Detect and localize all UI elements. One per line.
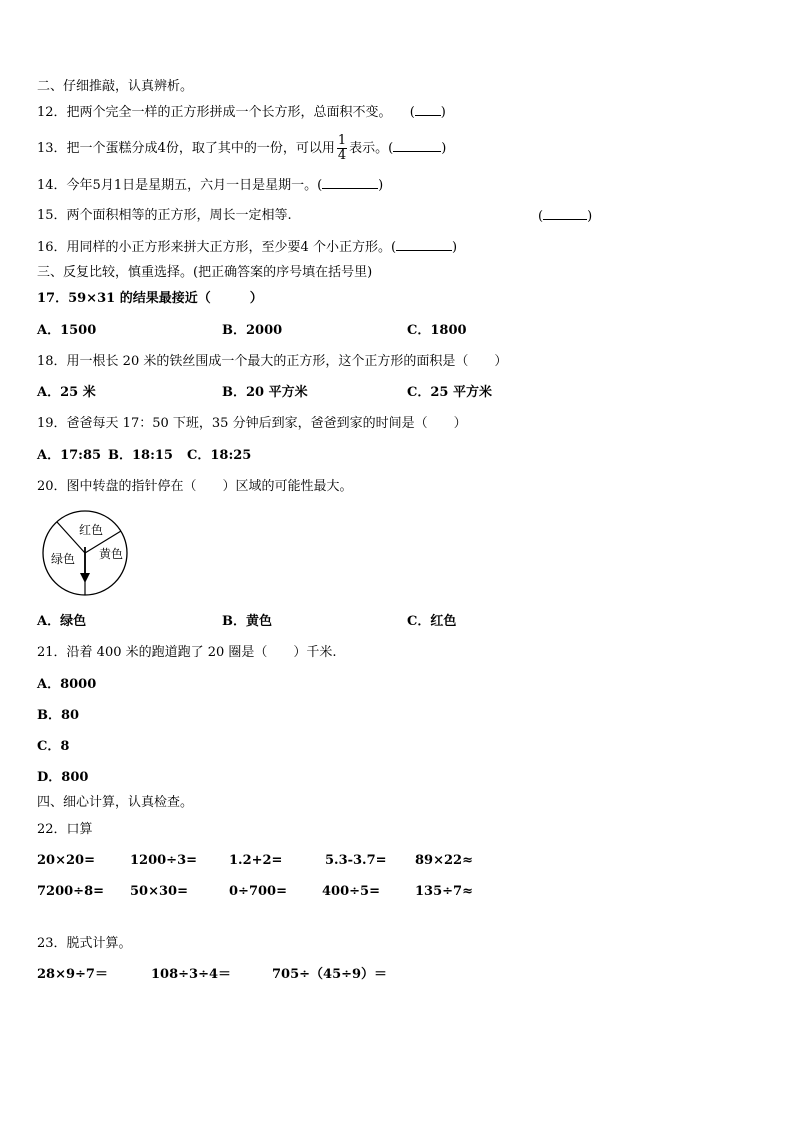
spinner-diagram xyxy=(37,507,133,599)
question-16-text: 16．用同样的小正方形来拼大正方形，至少要4 个小正方形。( xyxy=(37,240,397,255)
mental-math-item: 135÷7≈ xyxy=(415,884,473,899)
mental-math-item: 1200÷3= xyxy=(130,853,198,868)
question-23-stem: 23．脱式计算。 xyxy=(37,936,132,951)
question-20-stem: 20．图中转盘的指针停在（ ）区域的可能性最大。 xyxy=(37,479,353,494)
spinner-label-yellow: 黄色 xyxy=(98,547,124,561)
question-12 xyxy=(37,103,446,122)
answer-blank-16[interactable] xyxy=(396,238,452,251)
question-21-option-d[interactable]: D．800 xyxy=(37,770,89,785)
fraction-one-quarter xyxy=(337,134,347,163)
question-15-text: 15．两个面积相等的正方形，周长一定相等. xyxy=(37,208,292,223)
spinner-label-red: 红色 xyxy=(78,523,104,537)
question-18-stem: 18．用一根长 20 米的铁丝围成一个最大的正方形，这个正方形的面积是（ ） xyxy=(37,354,508,369)
mental-math-item: 1.2+2= xyxy=(229,853,283,868)
question-21-option-a[interactable]: A．8000 xyxy=(37,677,97,692)
question-13-text-after: 表示。( xyxy=(349,141,394,156)
question-17-option-c[interactable]: C．1800 xyxy=(407,323,467,338)
answer-blank-12[interactable] xyxy=(415,103,441,116)
question-13-bracket-close: ) xyxy=(441,141,447,156)
mental-math-item: 5.3-3.7= xyxy=(325,853,387,868)
question-13 xyxy=(37,134,446,164)
section3-heading: 三、反复比较，慎重选择。(把正确答案的序号填在括号里) xyxy=(37,265,373,280)
answer-blank-15[interactable] xyxy=(543,207,587,220)
fraction-numerator: 1 xyxy=(337,133,347,148)
question-22-stem: 22．口算 xyxy=(37,822,93,837)
section2-heading: 二、仔细推敲，认真辨析。 xyxy=(37,79,194,94)
mental-math-item: 400÷5= xyxy=(322,884,380,899)
question-13-text-before: 13．把一个蛋糕分成4份，取了其中的一份，可以用 xyxy=(37,141,335,156)
question-15-bracket-open: ( xyxy=(538,209,544,224)
mental-math-item: 50×30= xyxy=(130,884,188,899)
section4-heading: 四、细心计算，认真检查。 xyxy=(37,795,194,810)
question-21-option-c[interactable]: C．8 xyxy=(37,739,70,754)
question-20-option-a[interactable]: A．绿色 xyxy=(37,614,87,629)
mental-math-item: 0÷700= xyxy=(229,884,287,899)
question-18-option-b[interactable]: B．20 平方米 xyxy=(222,385,308,400)
question-15-answer xyxy=(538,207,592,226)
question-16 xyxy=(37,238,457,257)
question-19-option-c[interactable]: C．18:25 xyxy=(187,448,252,463)
step-calc-item: 108÷3÷4＝ xyxy=(151,967,232,982)
question-18-option-c[interactable]: C．25 平方米 xyxy=(407,385,492,400)
mental-math-item: 89×22≈ xyxy=(415,853,473,868)
question-14 xyxy=(37,176,383,195)
question-21-stem: 21．沿着 400 米的跑道跑了 20 圈是（ ）千米. xyxy=(37,645,337,660)
question-20-option-b[interactable]: B．黄色 xyxy=(222,614,272,629)
question-19-option-b[interactable]: B．18:15 xyxy=(108,448,173,463)
question-17-stem: 17．59×31 的结果最接近（ ） xyxy=(37,291,263,306)
question-12-bracket-open: ( xyxy=(409,105,415,120)
mental-math-item: 20×20= xyxy=(37,853,95,868)
question-19-stem: 19．爸爸每天 17：50 下班，35 分钟后到家，爸爸到家的时间是（ ） xyxy=(37,416,467,431)
question-18-option-a[interactable]: A．25 米 xyxy=(37,385,96,400)
question-19-option-a[interactable]: A．17:85 xyxy=(37,448,102,463)
question-17-option-b[interactable]: B．2000 xyxy=(222,323,283,338)
question-21-option-b[interactable]: B．80 xyxy=(37,708,80,723)
mental-math-item: 7200÷8= xyxy=(37,884,105,899)
question-16-bracket-close: ) xyxy=(452,240,458,255)
question-15 xyxy=(37,207,292,225)
question-14-text: 14．今年5月1日是星期五，六月一日是星期一。( xyxy=(37,178,323,193)
question-12-text: 12．把两个完全一样的正方形拼成一个长方形，总面积不变。 xyxy=(37,105,392,120)
answer-blank-14[interactable] xyxy=(322,176,378,189)
step-calc-item: 28×9÷7＝ xyxy=(37,967,108,982)
question-17-option-a[interactable]: A．1500 xyxy=(37,323,97,338)
answer-blank-13[interactable] xyxy=(393,139,441,152)
step-calc-item: 705÷（45÷9）＝ xyxy=(272,967,388,982)
fraction-denominator: 4 xyxy=(337,148,347,163)
question-20-option-c[interactable]: C．红色 xyxy=(407,614,457,629)
spinner-label-green: 绿色 xyxy=(50,552,76,566)
question-12-bracket-close: ) xyxy=(440,105,446,120)
question-14-bracket-close: ) xyxy=(378,178,384,193)
question-15-bracket-close: ) xyxy=(587,209,593,224)
